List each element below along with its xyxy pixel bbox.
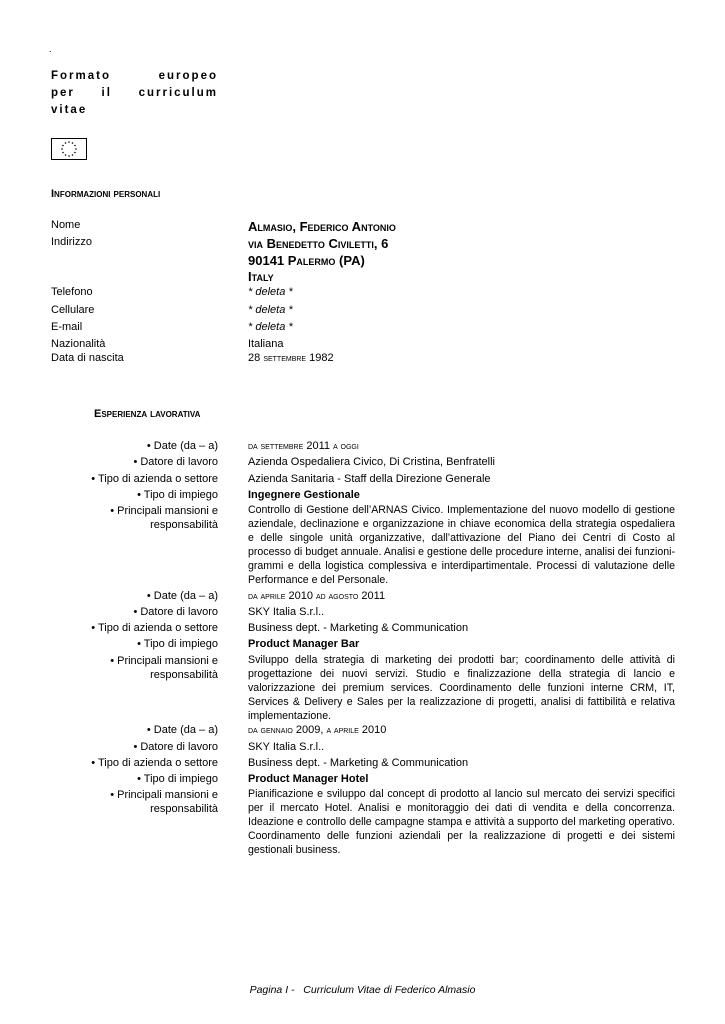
duties-label-line: responsabilità bbox=[150, 519, 218, 531]
section-work-experience: Esperienza lavorativa bbox=[94, 408, 201, 420]
birth-day: 28 bbox=[248, 352, 261, 364]
footer-page-number: I bbox=[285, 984, 289, 996]
duties-label-line: • Principali mansioni e bbox=[110, 505, 218, 517]
email-value: * deleta * bbox=[248, 321, 293, 333]
employer-label: • Datore di lavoro bbox=[133, 456, 218, 468]
job-duties: Pianificazione e sviluppo dal concept di prodotto al lancio sul mercato dei servizi specifici per il mercato Hotel. Analisi e monitoraggio dei dati di vendita e della concorrenza. Ideazione e controllo delle campagne stampa e attività a supporto del marketing operativo. Coordinamento delle funzioni aziendali per la realizzazione di progetti e dei sistemi gestionali business. bbox=[248, 788, 675, 856]
address-label: Indirizzo bbox=[51, 236, 92, 248]
eu-flag-icon bbox=[51, 138, 87, 160]
role-label: • Tipo di impiego bbox=[137, 773, 218, 785]
cv-title bbox=[51, 68, 218, 119]
birth-month: settembre bbox=[263, 353, 307, 364]
employer-label: • Datore di lavoro bbox=[133, 741, 218, 753]
job-dates bbox=[248, 589, 675, 604]
sector-label: • Tipo di azienda o settore bbox=[91, 473, 218, 485]
footer-page-word: Pagina bbox=[249, 984, 283, 996]
duties-label bbox=[18, 504, 218, 532]
job-sector: Business dept. - Marketing & Communication bbox=[248, 622, 469, 634]
date-from-year: 2011 bbox=[306, 440, 331, 452]
date-from-year: 2010 bbox=[288, 590, 313, 602]
birth-label: Data di nascita bbox=[51, 352, 124, 364]
duties-label-line: • Principali mansioni e bbox=[110, 789, 218, 801]
job-role: Product Manager Hotel bbox=[248, 773, 369, 785]
date-from-prefix: da settembre bbox=[248, 441, 304, 452]
job-sector: Azienda Sanitaria - Staff della Direzione Generale bbox=[248, 473, 491, 485]
job-employer: SKY Italia S.r.l.. bbox=[248, 741, 325, 753]
date-from-year: 2009, bbox=[295, 724, 324, 736]
mobile-label: Cellulare bbox=[51, 304, 95, 316]
date-to-prefix: a aprile bbox=[326, 725, 359, 736]
job-sector: Business dept. - Marketing & Communication bbox=[248, 757, 469, 769]
date-to-prefix: a oggi bbox=[333, 441, 359, 452]
phone-value: * deleta * bbox=[248, 286, 293, 298]
mobile-value: * deleta * bbox=[248, 304, 293, 316]
date-to-prefix: ad agosto bbox=[316, 591, 359, 602]
name-value: Almasio, Federico Antonio bbox=[248, 219, 396, 234]
duties-label bbox=[18, 654, 218, 682]
duties-label-line: responsabilità bbox=[150, 669, 218, 681]
role-label: • Tipo di impiego bbox=[137, 638, 218, 650]
phone-label: Telefono bbox=[51, 286, 93, 298]
dates-label: • Date (da – a) bbox=[146, 590, 218, 602]
address-line: 90141 Palermo (PA) bbox=[248, 253, 365, 268]
nationality-value: Italiana bbox=[248, 338, 284, 350]
address-line: Italy bbox=[248, 269, 274, 284]
stray-dot: . bbox=[49, 44, 52, 54]
dates-label: • Date (da – a) bbox=[146, 724, 218, 736]
job-duties: Sviluppo della strategia di marketing dei prodotti bar; coordinamento delle attività di progettazione dei nuovi servizi. Studio e finalizzazione della strategia di lancio e valorizzazione dei premium services. Coordinamento delle funzioni interne CRM, IT, Services & Delivery e Sales per la realizzazione di progetti, analisi di fattibilità e relativa implementazione. bbox=[248, 654, 675, 722]
employer-label: • Datore di lavoro bbox=[133, 606, 218, 618]
job-employer: SKY Italia S.r.l.. bbox=[248, 606, 325, 618]
job-role: Product Manager Bar bbox=[248, 638, 360, 650]
address-line: via Benedetto Civiletti, 6 bbox=[248, 236, 389, 251]
nationality-label: Nazionalità bbox=[51, 338, 106, 350]
job-dates bbox=[248, 439, 675, 454]
cv-title-line: vitae bbox=[51, 104, 88, 116]
dates-label: • Date (da – a) bbox=[146, 440, 218, 452]
sector-label: • Tipo di azienda o settore bbox=[91, 757, 218, 769]
duties-label bbox=[18, 788, 218, 816]
email-label: E-mail bbox=[51, 321, 83, 333]
duties-label-line: • Principali mansioni e bbox=[110, 655, 218, 667]
date-from-prefix: da gennaio bbox=[248, 725, 293, 736]
cv-title-line: per il curriculum bbox=[51, 87, 218, 99]
date-to-year: 2010 bbox=[361, 724, 387, 736]
job-role: Ingegnere Gestionale bbox=[248, 489, 360, 501]
birth-value bbox=[248, 352, 334, 364]
footer-title: - Curriculum Vitae di Federico Almasio bbox=[291, 984, 476, 996]
name-label: Nome bbox=[51, 219, 81, 231]
section-personal-info: Informazioni personali bbox=[51, 188, 161, 200]
job-employer: Azienda Ospedaliera Civico, Di Cristina, Benfratelli bbox=[248, 456, 495, 468]
birth-year: 1982 bbox=[309, 352, 334, 364]
duties-label-line: responsabilità bbox=[150, 803, 218, 815]
date-to-year: 2011 bbox=[361, 590, 386, 602]
sector-label: • Tipo di azienda o settore bbox=[91, 622, 218, 634]
job-dates bbox=[248, 723, 675, 738]
page-footer bbox=[0, 984, 725, 996]
date-from-prefix: da aprile bbox=[248, 591, 286, 602]
role-label: • Tipo di impiego bbox=[137, 489, 218, 501]
cv-title-line: Formato europeo bbox=[51, 70, 218, 82]
job-duties: Controllo di Gestione dell’ARNAS Civico. Implementazione del nuovo modello di gestione aziendale, declinazione e organizzazione in chiave economica della strategia ospedaliera e delle singole unità organizzative, dall’attivazione del Piano dei Centri di Costo al processo di budget annuale. Analisi e gestione delle procedure interne, analisi dei funzioni-grammi e della logistica complessiva e interdipartimentale. Processi di valutazione delle Performance e del Personale. bbox=[248, 504, 675, 586]
